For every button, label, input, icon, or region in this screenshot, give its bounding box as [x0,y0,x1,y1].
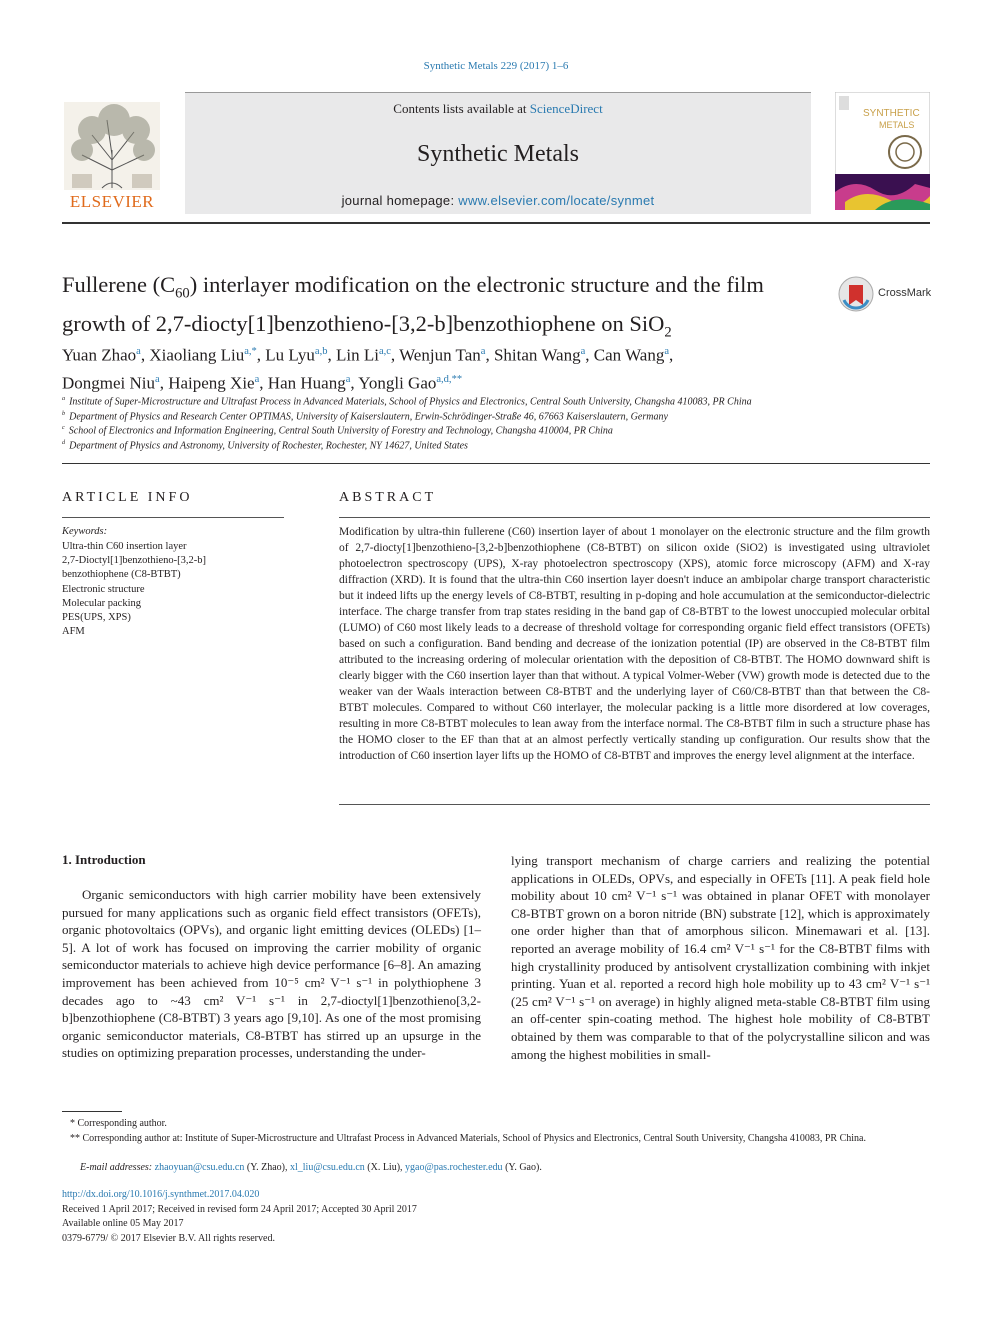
doi-link[interactable]: http://dx.doi.org/10.1016/j.synthmet.2017.04.020 [62,1189,260,1200]
crossmark-button[interactable] [838,276,933,312]
email-link[interactable]: xl_liu@csu.edu.cn [290,1162,365,1173]
affiliation [62,424,930,436]
available-online: Available online 05 May 2017 [62,1218,184,1229]
email-owner: (Y. Zhao), [246,1162,288,1173]
keyword-item: AFM [62,626,85,638]
journal-homepage [185,193,811,208]
journal-citation[interactable]: Synthetic Metals 229 (2017) 1–6 [423,60,569,72]
keywords-list [62,540,292,639]
author-affiliation-mark[interactable]: a [254,373,260,385]
crossmark-label: CrossMark [878,287,932,299]
cover-title-line-1: SYNTHETIC [863,108,920,119]
abstract-bottom-rule [339,804,930,805]
email-owner: (X. Liu), [367,1162,403,1173]
homepage-link[interactable]: www.elsevier.com/locate/synmet [458,193,655,208]
affiliation-text: Department of Physics and Astronomy, University of Rochester, Rochester, NY 14627, United States [69,439,468,451]
author-name[interactable]: Lin Li [335,345,379,365]
author-affiliation-mark[interactable]: a,* [244,346,257,357]
intro-left-column: Organic semiconductors with high carrier mobility have been extensively pursued for many applications such as organic field effect transistors (OFETs), organic photovoltaics (OPVs), and organic light emitting devices (OLEDs) [1–5]. A lot of work has focused on improving the carrier mobility of organic semiconductor materials to achieve high device performance [6–8]. An amazing improvement has been achieved from 10⁻⁵ cm² V⁻¹ s⁻¹ in polythiophene 3 decades ago to ~43 cm² V⁻¹ s⁻¹ in 2,7-dioctyl[1]benzothieno[3,2-b]benzothiophene (C8-BTBT) 3 years ago [9,10]. As one of the most promising organic semiconductor materials, C8-BTBT has stirred up an upsurge in the studies on optimizing preparation processes, understanding the under- [62,887,481,1061]
author-name[interactable]: Han Huang [267,373,346,393]
email-link[interactable]: ygao@pas.rochester.edu [405,1162,503,1173]
title-subscript-1: 60 [175,285,190,302]
author-name[interactable]: Yuan Zhao [62,345,137,365]
footnote-corresponding: * Corresponding author. [70,1118,167,1129]
keyword-item: Electronic structure [62,583,145,595]
article-info-heading: ARTICLE INFO [62,490,193,505]
elsevier-logo [62,100,162,212]
footnote-corresponding-2: ** Corresponding author at: Institute of Super-Microstructure and Ultrafast Process in Advanced Materials, School of Physics and Electronics, Central South University, Changsha 410083, PR China. [70,1133,866,1144]
elsevier-wordmark: ELSEVIER [69,192,155,211]
received-dates: Received 1 April 2017; Received in revised form 24 April 2017; Accepted 30 April 2017 [62,1204,417,1215]
keyword-item: 2,7-Dioctyl[1]benzothieno-[3,2-b] [62,555,207,567]
journal-name: Synthetic Metals [417,141,579,167]
header-rule [62,222,930,224]
copyright: 0379-6779/ © 2017 Elsevier B.V. All rights reserved. [62,1233,275,1244]
affiliation [62,395,930,407]
keyword-item: PES(UPS, XPS) [62,612,131,624]
affiliation-mark: b [62,409,66,417]
cover-title-line-2: METALS [879,120,915,130]
title-subscript-2: 2 [664,324,672,340]
email-label: E-mail addresses: [80,1162,153,1173]
author-name[interactable]: Dongmei Niu [62,373,156,393]
contents-line [185,101,811,117]
article-info-rule [62,517,284,518]
journal-cover-image[interactable] [835,92,930,210]
author-name[interactable]: Xiaoliang Liu [149,345,245,365]
intro-right-column: lying transport mechanism of charge carriers and realizing the potential applications in OLEDs, OPVs, and especially in OFETs [11]. A peak field hole mobility about 10 cm² V⁻¹ s⁻¹ was obtained in planar OFET with monolayer C8-BTBT grown on a boron nitride (BN) substrate [12], which is approximately one order higher than that of amorphous silicon. Minemawari et al. [13]. reported an average mobility of 16.4 cm² V⁻¹ s⁻¹ for the C8-BTBT films with high crystallinity produced by antisolvent crystallization combining with inkjet printing. Yuan et al. reported a record high hole mobility up to 43 cm² V⁻¹ s⁻¹ (25 cm² V⁻¹ s⁻¹ on average) in highly aligned meta-stable C8-BTBT film using an off-center spin-coating method. The highest hole mobility of C8-BTBT obtained by them was comparable to that of the polycrystalline silicon and was among the highest mobilities in small- [511,853,930,1062]
author-affiliation-mark[interactable]: a,c [378,346,391,357]
keyword-item: Molecular packing [62,597,142,609]
affiliation [62,410,930,422]
author-name[interactable]: Can Wang [593,345,665,365]
author-affiliation-mark[interactable]: a [664,346,670,357]
author-name[interactable]: Haipeng Xie [168,373,255,393]
footnote-emails [80,1161,948,1176]
title-text-1: Fullerene (C [62,272,176,297]
author-affiliation-mark[interactable]: a [155,373,160,385]
crossmark-icon [838,276,874,312]
author-affiliation-mark[interactable]: a [345,373,351,385]
author-name[interactable]: Shitan Wang [493,345,581,365]
article-title [62,270,832,347]
author-affiliation-mark[interactable]: a,b [314,346,328,357]
author-list: Yuan Zhao$^a$, Xiaoliang Liu$^{a,*}$, Lu Lyu$^{a,b}$, Lin Li$^{a,c}$, Wenjun Tan$^a$, Shitan Wang$^a$, Can Wang$^a$, Dongmei Niu$^a$, Haipeng Xie$^a$, Han Huang$^a$, Yongli Gao$^{a,d,**}$ [62,345,674,393]
affiliation [62,439,930,451]
title-text-2: ) interlayer modification on the electronic structure and the film growth of 2,7-diocty[1]benzothieno-[3,2-b]benzothiophene on SiO [62,272,764,336]
sciencedirect-link[interactable]: ScienceDirect [529,101,603,116]
affiliation-mark: c [62,424,65,431]
abstract-heading: ABSTRACT [339,490,437,505]
email-link[interactable]: zhaoyuan@csu.edu.cn [154,1162,245,1173]
intro-heading: 1. Introduction [62,852,146,867]
author-affiliation-mark[interactable]: a [480,346,486,357]
author-name[interactable]: Yongli Gao [358,373,437,393]
footnote-rule [62,1111,122,1112]
affiliation-text: Department of Physics and Research Center OPTIMAS, University of Kaiserslautern, Erwin-Schrödinger-Straße 46, 67663 Kaiserslautern, Germany [69,410,668,422]
email-owner: (Y. Gao). [505,1162,542,1173]
author-affiliation-mark[interactable]: a [580,346,586,357]
keyword-item: Ultra-thin C60 insertion layer [62,541,187,552]
homepage-prefix: journal homepage: [341,193,455,208]
affiliation-text: Institute of Super-Microstructure and Ultrafast Process in Advanced Materials, School of Physics and Electronics, Central South University, Changsha 410083, PR China [69,396,752,408]
abstract-rule [339,517,930,518]
author-affiliation-mark[interactable]: a [136,346,141,357]
contents-prefix: Contents lists available at [393,101,527,116]
affiliation-mark: a [62,395,66,402]
abstract-text: Modification by ultra-thin fullerene (C60) insertion layer of about 1 monolayer on the electronic structure and the film growth of 2,7-diocty[1]benzothieno-[3,2-b]benzothiophene (C8-BTBT) on silicon oxide (SiO2) is investigated using ultraviolet photoelectron spectroscopy (UPS), X-ray photoelectron spectroscopy (XPS), atomic force microscopy (AFM) and X-ray diffraction (XRD). It is found that the ultra-thin C60 insertion layer doesn't induce an ambipolar charge transport characteristic but it indeed lifts up the energy levels of C8-BTBT, resulting in p-doping and hole accumulation at the semiconductor-dielectric interface. The charge transfer from trap states residing in the band gap of C8-BTBT to the lowest unoccupied molecular orbital (LUMO) of C60 most likely leads to a decrease of threshold voltage for corresponding organic field effect transistors (OFETs) based on such a configuration. Band bending and decrease of the ionization potential (IP) are observed in the C8-BTBT film attributed to the increasing ordering of molecular orientation with the deposition of C8-BTBT. The HOMO downward shift is clearly bigger with the C60 insertion layer than that without. A typical Volmer-Weber (VW) growth mode is detected due to the weaker van der Waals interaction between C8-BTBT and the underlying layer of C60/C8-BTBT than that between the C8-BTBT molecules. Compared to without C60 interlayer, the molecular packing is a little more disordered at low coverages, resulting in more C8-BTBT molecules to lean away from the interface normal. The C8-BTBT film in such a structure phase has the HOMO closer to the EF than that at an almost perfectly vertically standing up configuration. Our results show that the introduction of C60 insertion layer lifts up the HOMO of C8-BTBT and improves the energy level alignment at the interface. [339,526,930,762]
author-name[interactable]: Lu Lyu [265,345,315,365]
author-affiliation-mark[interactable]: a,d,** [436,373,463,385]
affiliation-rule [62,463,930,464]
keywords-label: Keywords: [62,526,108,537]
keyword-item: benzothiophene (C8-BTBT) [62,569,181,581]
affiliation-mark: d [62,438,66,446]
affiliation-text: School of Electronics and Information Engineering, Central South University of Forestry and Technology, Changsha 410004, PR China [68,425,613,437]
author-name[interactable]: Wenjun Tan [399,345,481,365]
